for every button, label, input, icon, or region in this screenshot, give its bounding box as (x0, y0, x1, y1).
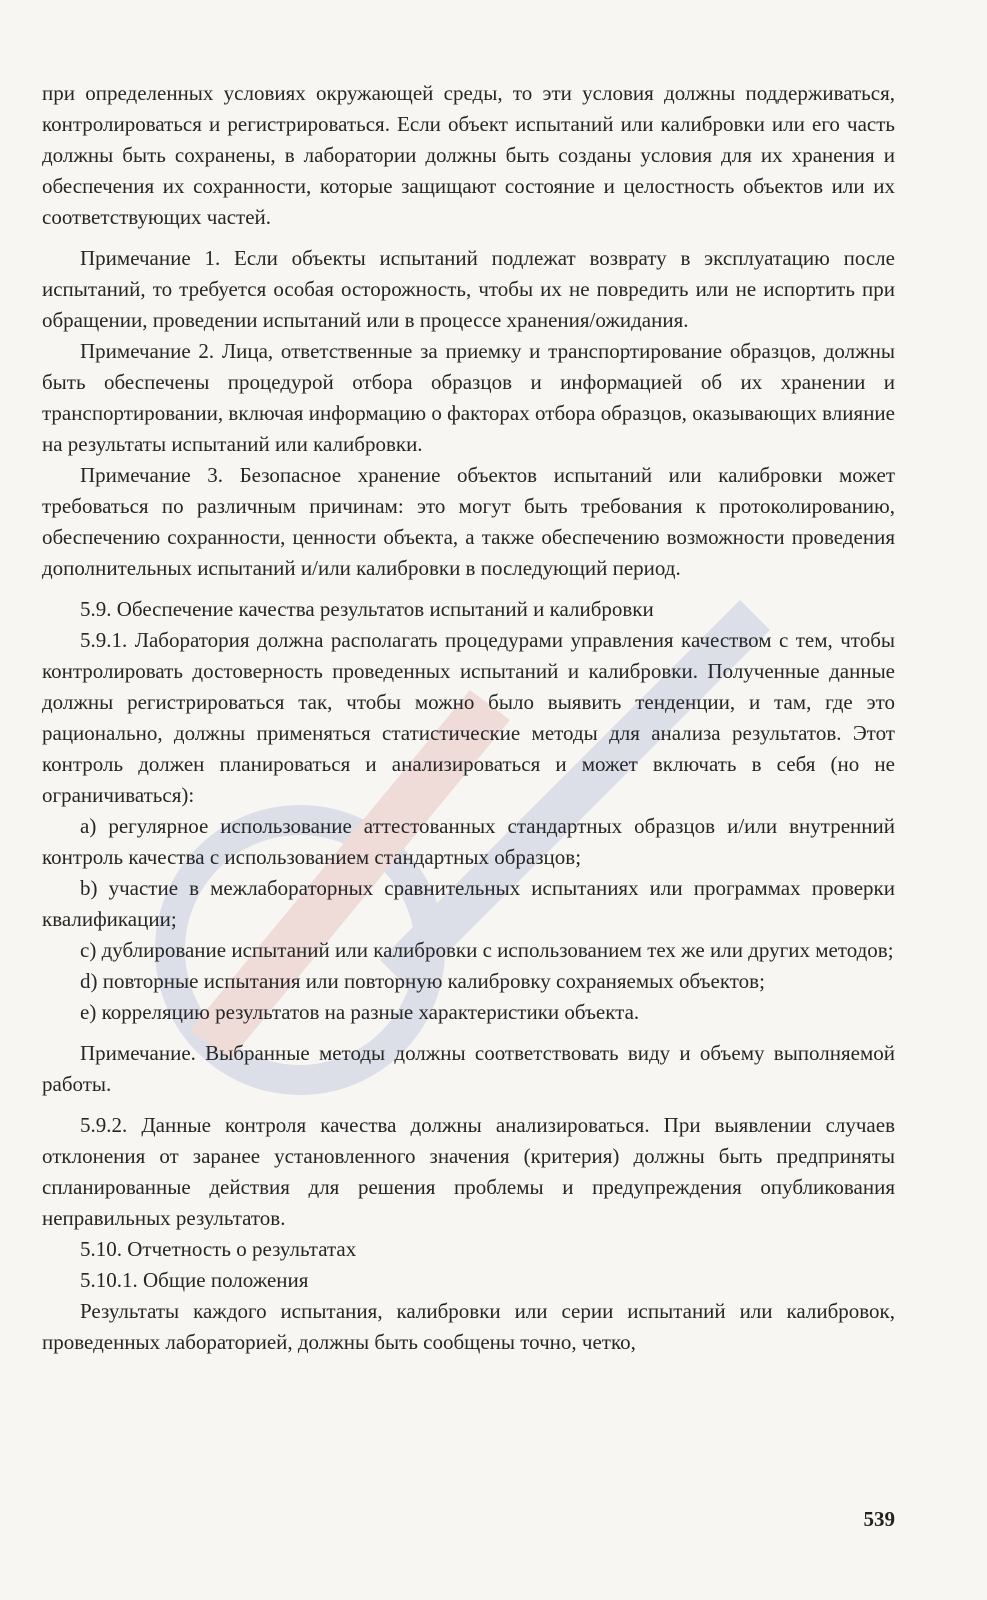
paragraph: 5.10.1. Общие положения (80, 1268, 309, 1292)
paragraph: Примечание 3. Безопасное хранение объектов испытаний или калибровки может требоваться по различным причинам: это могут быть требования к протоколированию, обеспечению сохранности, ценности объекта, а также обеспечению возможности проведения дополнительных испытаний и/или калибровки в последующий период. (42, 463, 895, 580)
paragraph: Результаты каждого испытания, калибровки или серии испытаний или калибровок, проведенных лабораторией, должны быть сообщены точно, четко, (42, 1299, 895, 1354)
paragraph: c) дублирование испытаний или калибровки с использованием тех же или других методов; (80, 938, 894, 962)
document-body (42, 78, 895, 1358)
paragraph: 5.9.2. Данные контроля качества должны анализироваться. При выявлении случаев отклонения от заранее установленного значения (критерия) должны быть предприняты спланированные действия для решения проблемы и предупреждения опубликования неправильных результатов. (42, 1113, 895, 1230)
paragraph: d) повторные испытания или повторную калибровку сохраняемых объектов; (80, 969, 765, 993)
page-number: 539 (863, 1507, 895, 1531)
paragraph: при определенных условиях окружающей среды, то эти условия должны поддерживаться, контролироваться и регистрироваться. Если объект испытаний или калибровки или его часть должны быть сохранены, в лаборатории должны быть созданы условия для их хранения и обеспечения их сохранности, которые защищают состояние и целостность объектов или их соответствующих частей. (42, 81, 895, 229)
paragraph: 5.9. Обеспечение качества результатов испытаний и калибровки (80, 597, 654, 621)
paragraph: a) регулярное использование аттестованных стандартных образцов и/или внутренний контроль качества с использованием стандартных образцов; (42, 814, 895, 869)
paragraph: Примечание 1. Если объекты испытаний подлежат возврату в эксплуатацию после испытаний, то требуется особая осторожность, чтобы их не повредить или не испортить при обращении, проведении испытаний или в процессе хранения/ожидания. (42, 246, 895, 332)
paragraph: Примечание 2. Лица, ответственные за приемку и транспортирование образцов, должны быть обеспечены процедурой отбора образцов и информацией об их хранении и транспортировании, включая информацию о факторах отбора образцов, оказывающих влияние на результаты испытаний или калибровки. (42, 339, 895, 456)
paragraph: e) корреляцию результатов на разные характеристики объекта. (80, 1000, 640, 1024)
paragraph: 5.10. Отчетность о результатах (80, 1237, 357, 1261)
paragraph: 5.9.1. Лаборатория должна располагать процедурами управления качеством с тем, чтобы контролировать достоверность проведенных испытаний и калибровки. Полученные данные должны регистрироваться так, чтобы можно было выявить тенденции, и там, где это рационально, должны применяться статистические методы для анализа результатов. Этот контроль должен планироваться и анализироваться и может включать в себя (но не ограничиваться): (42, 628, 895, 807)
paragraph: b) участие в межлабораторных сравнительных испытаниях или программах проверки квалификации; (42, 876, 895, 931)
paragraph: Примечание. Выбранные методы должны соответствовать виду и объему выполняемой работы. (42, 1041, 895, 1096)
